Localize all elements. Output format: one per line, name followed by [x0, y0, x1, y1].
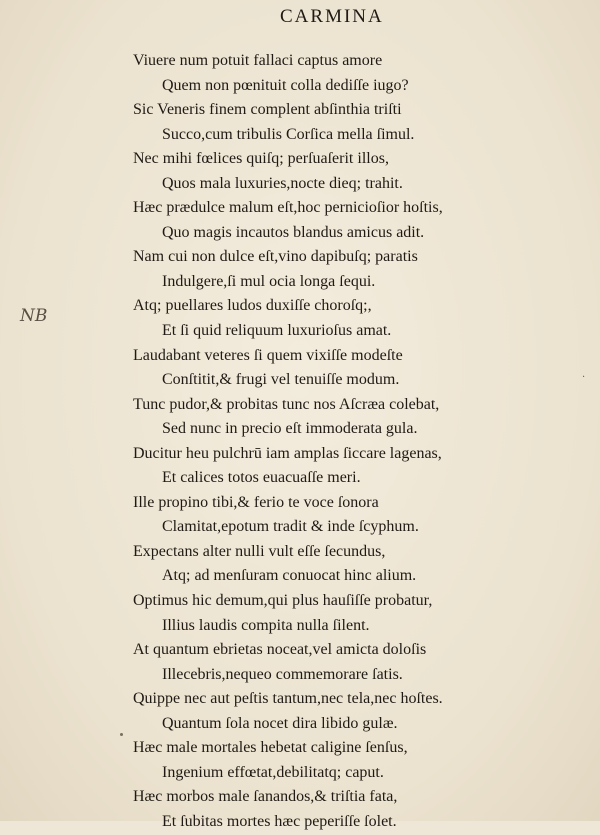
verse-line: Sic Veneris finem complent abſinthia triſti [133, 101, 402, 119]
verse-line: Ducitur heu pulchrū iam amplas ſiccare lagenas, [133, 444, 442, 462]
verse-line: Hæc prædulce malum eſt,hoc pernicioſior hoſtis, [133, 199, 443, 217]
verse-line: Hæc male mortales hebetat caligine ſenſus, [133, 739, 408, 757]
verse-line: Viuere num potuit fallaci captus amore [133, 52, 383, 69]
verse-line: Sed nunc in precio eſt immoderata gula. [162, 420, 418, 438]
marginal-nota-bene: NB [20, 306, 48, 326]
verse-line: Ille propino tibi,& ferio te voce ſonora [133, 493, 379, 511]
verse-line: Quo magis incautos blandus amicus adit. [162, 223, 425, 241]
verse-line: Et calices totos euacuaſſe meri. [162, 469, 361, 487]
verse-line: Et ſubitas mortes hæc peperiſſe ſolet. [162, 812, 397, 830]
running-head-title: CARMINA [280, 6, 384, 27]
margin-mark: · [582, 372, 586, 383]
verse-line: Atq; ad menſuram conuocat hinc alium. [162, 567, 417, 585]
verse-line: Quantum ſola nocet dira libido gulæ. [162, 714, 398, 732]
verse-line: At quantum ebrietas noceat,vel amicta doloſis [133, 641, 427, 659]
ink-dot [120, 733, 123, 736]
verse-line: Nam cui non dulce eſt,vino dapibuſq; paratis [133, 248, 418, 266]
verse-line: Illius laudis compita nulla ſilent. [162, 616, 370, 634]
verse-line: Quem non pœnituit colla dediſſe iugo? [162, 76, 409, 94]
verse-line: Ingenium effœtat,debilitatq; caput. [162, 763, 384, 781]
verse-line: Atq; puellares ludos duxiſſe choroſq;, [133, 297, 372, 315]
verse-line: Conſtitit,& frugi vel tenuiſſe modum. [162, 371, 400, 389]
verse-line: Et ſi quid reliquum luxurioſus amat. [162, 322, 392, 340]
poem-text-block [133, 49, 553, 835]
verse-line: Quippe nec aut peſtis tantum,nec tela,nec hoſtes. [133, 690, 443, 708]
verse-line: Laudabant veteres ſi quem vixiſſe modeſte [133, 346, 403, 364]
verse-line: Tunc pudor,& probitas tunc nos Aſcræa colebat, [133, 395, 440, 413]
verse-line: Hæc morbos male ſanandos,& triſtia fata, [133, 788, 398, 806]
verse-line: Quos mala luxuries,nocte dieq; trahit. [162, 174, 403, 192]
verse-line: Expectans alter nulli vult eſſe ſecundus, [133, 542, 386, 560]
verse-line: Succo,cum tribulis Corſica mella ſimul. [162, 125, 415, 143]
verse-line: Clamitat,epotum tradit & inde ſcyphum. [162, 518, 419, 536]
verse-line: Indulgere,ſi mul ocia longa ſequi. [162, 272, 376, 290]
verse-line: Optimus hic demum,qui plus hauſiſſe probatur, [133, 592, 433, 610]
verse-line: Nec mihi fœlices quiſq; perſuaſerit illos, [133, 150, 389, 168]
verse-line: Illecebris,nequeo commemorare ſatis. [162, 665, 403, 683]
